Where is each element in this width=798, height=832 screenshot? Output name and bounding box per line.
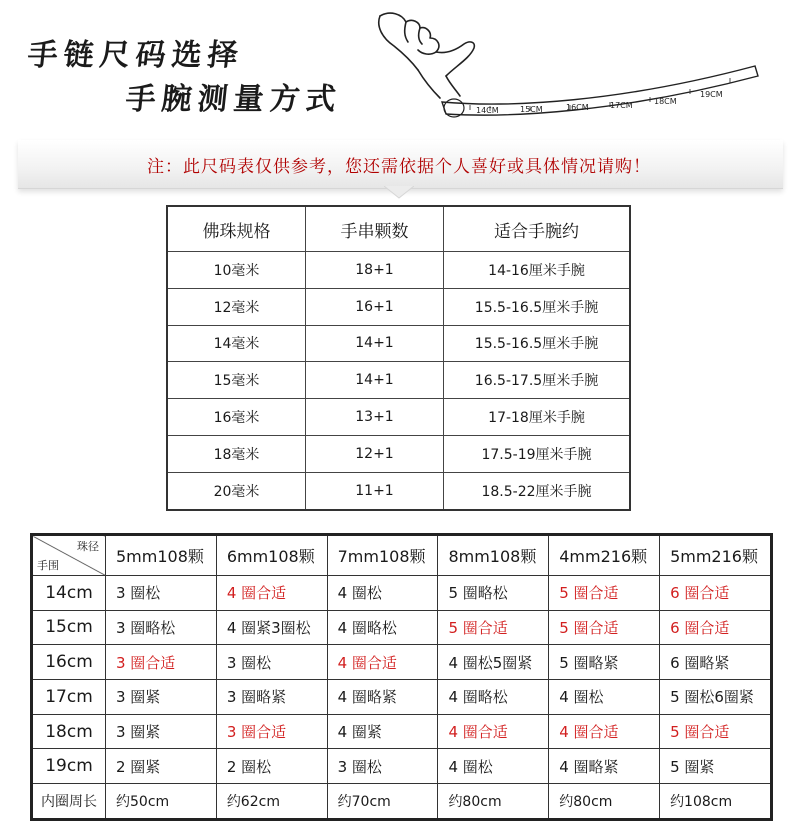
- footer-cell: 约50cm: [106, 784, 217, 820]
- bead-spec-cell: 12毫米: [167, 288, 306, 325]
- fit-cell: 5 圈略紧: [549, 645, 660, 680]
- wrist-fit-cell: 16.5-17.5厘米手腕: [444, 362, 631, 399]
- wrist-fit-cell: 14-16厘米手腕: [444, 252, 631, 289]
- bead-spec-cell: 18毫米: [167, 435, 306, 472]
- fit-cell: 2 圈松: [216, 749, 327, 784]
- table-row: [167, 325, 630, 362]
- fit-cell: 3 圈略松: [106, 610, 217, 645]
- note-text: 注：此尺码表仅供参考，您还需依据个人喜好或具体情况请购！: [147, 157, 651, 177]
- bead-spec-cell: 15毫米: [167, 362, 306, 399]
- bead-count-cell: 11+1: [306, 472, 444, 510]
- banner-pointer-icon: [384, 186, 414, 200]
- tape-mark: 17CM: [610, 101, 633, 110]
- table-row: [32, 749, 772, 784]
- footer-cell: 约70cm: [327, 784, 438, 820]
- footer-cell: 约80cm: [549, 784, 660, 820]
- wrist-size-cell: 18cm: [32, 714, 106, 749]
- table-row: [167, 399, 630, 436]
- fit-cell: 6 圈合适: [660, 575, 772, 610]
- table-row: [167, 362, 630, 399]
- fit-cell: 3 圈略紧: [216, 680, 327, 715]
- table-row: [167, 435, 630, 472]
- column-header: 7mm108颗: [327, 535, 438, 576]
- table-row: [32, 575, 772, 610]
- page-subtitle: 手腕测量方式: [123, 82, 344, 117]
- corner-wrist-label: 手围: [37, 558, 59, 572]
- fit-cell: 3 圈紧: [106, 714, 217, 749]
- fit-cell: 3 圈松: [327, 749, 438, 784]
- bead-count-cell: 18+1: [306, 252, 444, 289]
- bead-count-cell: 12+1: [306, 435, 444, 472]
- fit-cell: 3 圈合适: [216, 714, 327, 749]
- tape-mark: 18CM: [654, 97, 677, 106]
- bead-count-cell: 16+1: [306, 288, 444, 325]
- wrist-fit-cell: 15.5-16.5厘米手腕: [444, 325, 631, 362]
- fit-cell: 2 圈紧: [106, 749, 217, 784]
- footer-cell: 约62cm: [216, 784, 327, 820]
- header-bead-spec: 佛珠规格: [167, 206, 306, 252]
- fit-cell: 5 圈松6圈紧: [660, 680, 772, 715]
- footer-cell: 约108cm: [660, 784, 772, 820]
- table-row: [32, 680, 772, 715]
- table-header-row: [167, 206, 630, 252]
- wrist-size-cell: 17cm: [32, 680, 106, 715]
- footer-label: 内圈周长: [32, 784, 106, 820]
- column-header: 5mm108颗: [106, 535, 217, 576]
- table-row: [167, 472, 630, 510]
- column-header: 5mm216颗: [660, 535, 772, 576]
- fit-cell: 4 圈略松: [438, 680, 549, 715]
- bead-spec-cell: 14毫米: [167, 325, 306, 362]
- fit-cell: 5 圈紧: [660, 749, 772, 784]
- bead-count-cell: 14+1: [306, 362, 444, 399]
- footer-cell: 约80cm: [438, 784, 549, 820]
- fit-cell: 3 圈合适: [106, 645, 217, 680]
- table-row: [32, 645, 772, 680]
- page-title: 手链尺码选择: [25, 38, 246, 73]
- wrist-size-cell: 19cm: [32, 749, 106, 784]
- bead-count-cell: 14+1: [306, 325, 444, 362]
- wrist-size-cell: 15cm: [32, 610, 106, 645]
- column-header: 6mm108颗: [216, 535, 327, 576]
- fit-cell: 4 圈松: [327, 575, 438, 610]
- bead-spec-cell: 16毫米: [167, 399, 306, 436]
- wrist-fit-cell: 15.5-16.5厘米手腕: [444, 288, 631, 325]
- inner-circumference-row: [32, 784, 772, 820]
- corner-bead-label: 珠径: [77, 540, 99, 553]
- fit-cell: 4 圈略松: [327, 610, 438, 645]
- fit-cell: 5 圈合适: [660, 714, 772, 749]
- fit-cell: 5 圈合适: [549, 575, 660, 610]
- fit-cell: 4 圈松: [438, 749, 549, 784]
- fit-cell: 4 圈合适: [549, 714, 660, 749]
- fit-cell: 4 圈略紧: [327, 680, 438, 715]
- wrist-size-cell: 16cm: [32, 645, 106, 680]
- fit-cell: 4 圈合适: [327, 645, 438, 680]
- table-row: [167, 252, 630, 289]
- bead-spec-cell: 10毫米: [167, 252, 306, 289]
- fit-cell: 3 圈松: [106, 575, 217, 610]
- tape-mark: 14CM: [476, 106, 499, 115]
- fit-cell: 4 圈合适: [216, 575, 327, 610]
- wrist-fit-cell: 17.5-19厘米手腕: [444, 435, 631, 472]
- fit-cell: 4 圈合适: [438, 714, 549, 749]
- table-row: [167, 288, 630, 325]
- fit-cell: 5 圈合适: [549, 610, 660, 645]
- wrap-fit-table: [30, 533, 773, 821]
- bead-spec-cell: 20毫米: [167, 472, 306, 510]
- bead-size-table: [166, 205, 631, 511]
- fit-cell: 3 圈紧: [106, 680, 217, 715]
- corner-header-cell: [32, 535, 106, 576]
- fit-cell: 4 圈紧: [327, 714, 438, 749]
- header-wrist-fit: 适合手腕约: [444, 206, 631, 252]
- fit-cell: 4 圈紧3圈松: [216, 610, 327, 645]
- tape-mark: 15CM: [520, 105, 543, 114]
- tape-mark: 19CM: [700, 90, 723, 99]
- tape-mark: 16CM: [566, 103, 589, 112]
- column-header: 8mm108颗: [438, 535, 549, 576]
- table-row: [32, 714, 772, 749]
- table-header-row: [32, 535, 772, 576]
- bead-count-cell: 13+1: [306, 399, 444, 436]
- wrist-fit-cell: 17-18厘米手腕: [444, 399, 631, 436]
- fit-cell: 4 圈松: [549, 680, 660, 715]
- wrist-fit-cell: 18.5-22厘米手腕: [444, 472, 631, 510]
- fit-cell: 6 圈略紧: [660, 645, 772, 680]
- wrist-size-cell: 14cm: [32, 575, 106, 610]
- fit-cell: 4 圈松5圈紧: [438, 645, 549, 680]
- fit-cell: 5 圈略松: [438, 575, 549, 610]
- hand-measuring-illustration: [360, 4, 780, 124]
- fit-cell: 5 圈合适: [438, 610, 549, 645]
- fit-cell: 3 圈松: [216, 645, 327, 680]
- fit-cell: 6 圈合适: [660, 610, 772, 645]
- fit-cell: 4 圈略紧: [549, 749, 660, 784]
- column-header: 4mm216颗: [549, 535, 660, 576]
- header-bead-count: 手串颗数: [306, 206, 444, 252]
- table-row: [32, 610, 772, 645]
